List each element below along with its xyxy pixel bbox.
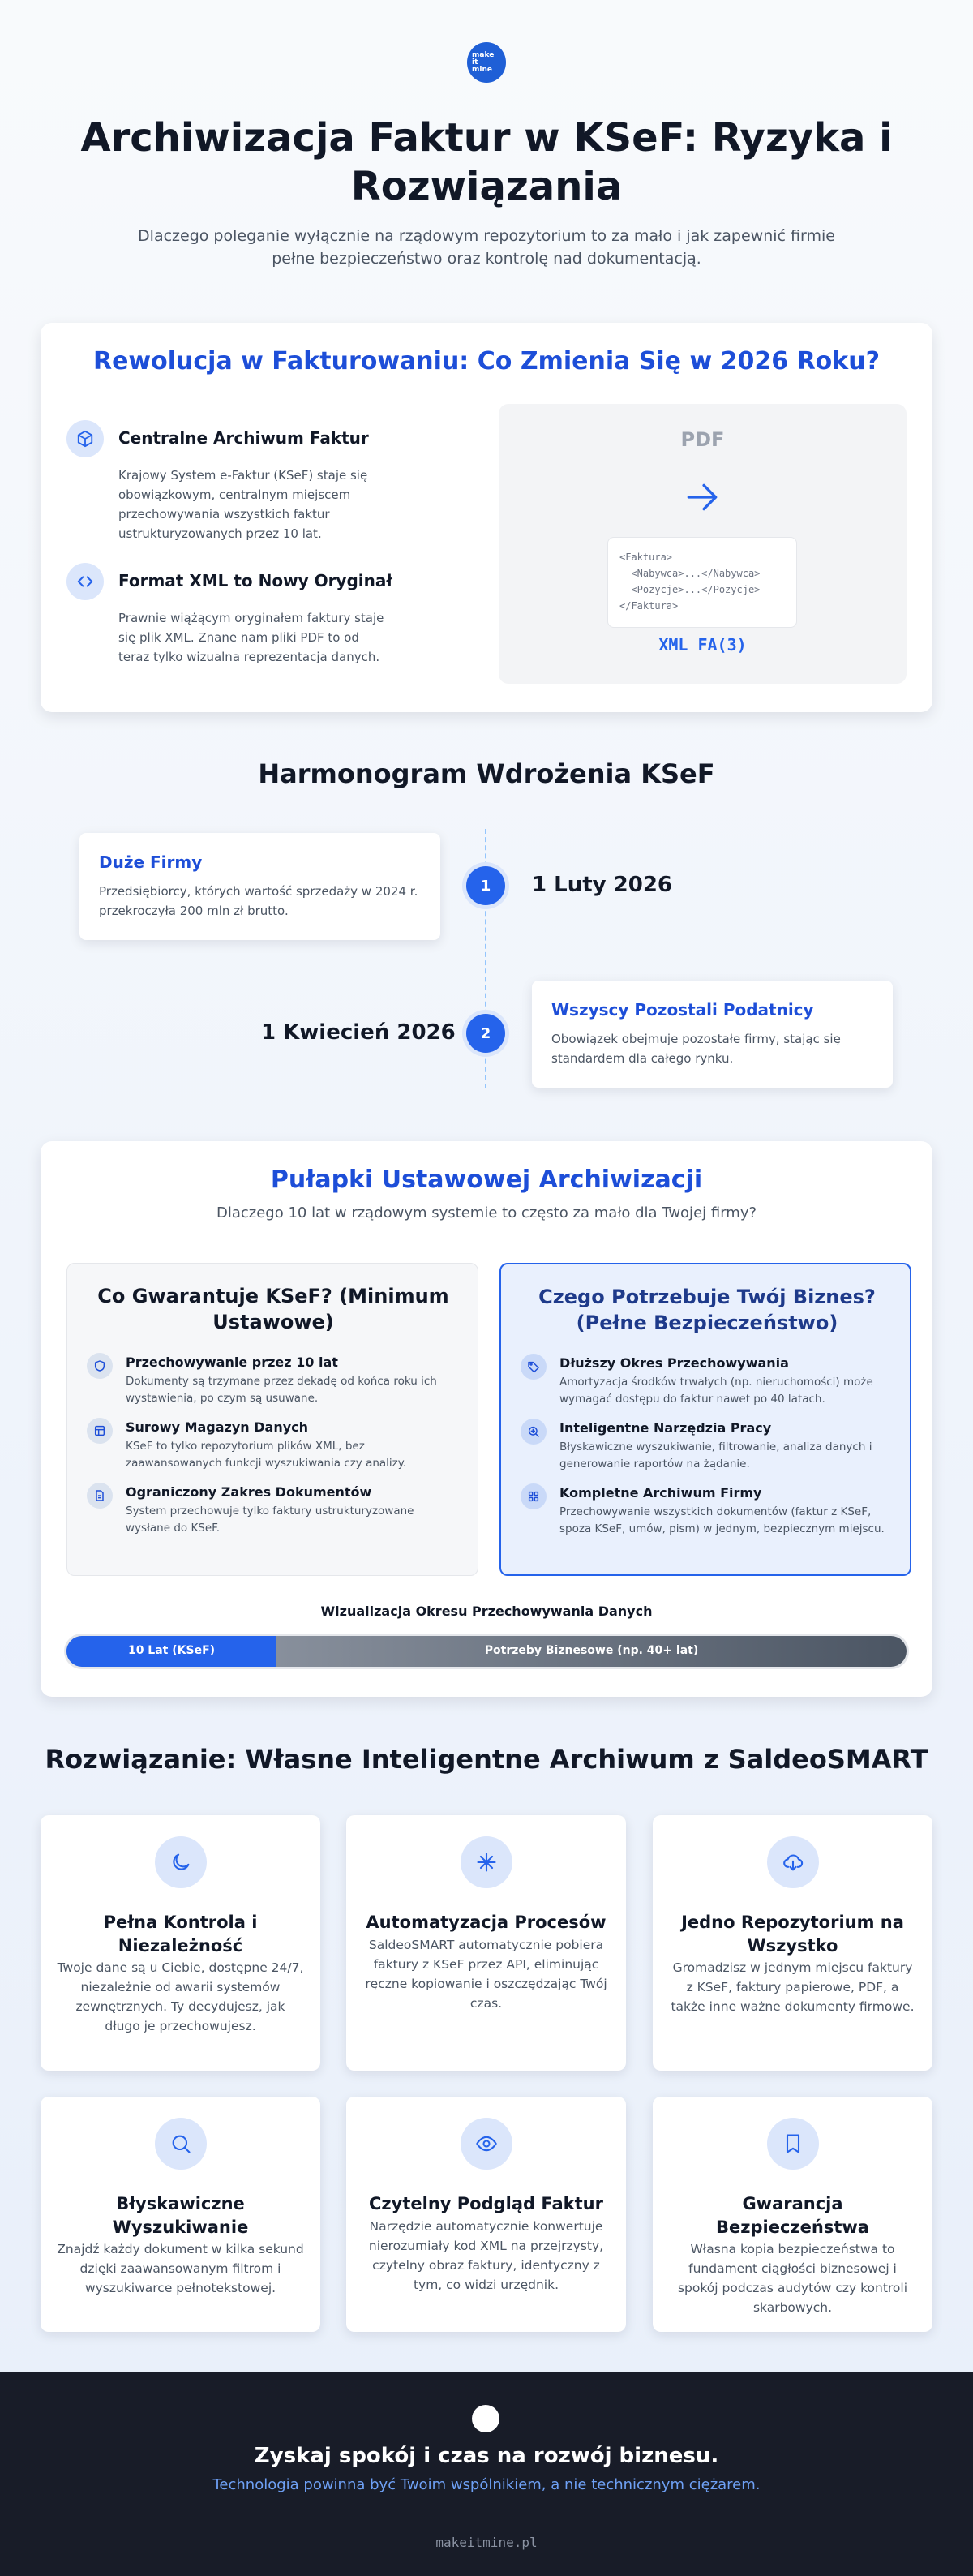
solution-card-title: Jedno Repozytorium na Wszystko xyxy=(681,1913,904,1956)
code-icon xyxy=(66,563,104,600)
timeline-step-badge: 2 xyxy=(466,1014,505,1053)
list-item-text: KSeF to tylko repozytorium plików XML, bez zaawansowanych funkcji wyszukiwania czy analizy. xyxy=(126,1440,407,1470)
timeline-card-title: Duże Firmy xyxy=(99,852,203,872)
page-title: Archiwizacja Faktur w KSeF: Ryzyka i Rozwiązania xyxy=(80,115,893,209)
pitfalls-subtitle: Dlaczego 10 lat w rządowym systemie to często za mało dla Twojej firmy? xyxy=(216,1204,757,1221)
business-needs-column xyxy=(499,1263,911,1576)
xml-code-sample: <Faktura> <Nabywca>...</Nabywca> <Pozycje>...</Pozycje> </Faktura> xyxy=(607,537,797,628)
solution-card-title: Automatyzacja Procesów xyxy=(366,1913,607,1932)
list-item-text: System przechowuje tylko faktury ustrukturyzowane wysłane do KSeF. xyxy=(126,1505,414,1535)
search-icon xyxy=(155,2118,207,2170)
document-icon xyxy=(87,1483,113,1509)
ksef-retention-label: 10 Lat (KSeF) xyxy=(127,1644,216,1657)
arrow-right-icon xyxy=(682,477,722,521)
page-subtitle: Dlaczego poleganie wyłącznie na rządowym repozytorium to za mało i jak zapewnić firmie pełne bezpieczeństwo oraz kontrolę nad dokumentacją. xyxy=(138,227,835,268)
pitfalls-title: Pułapki Ustawowej Archiwizacji xyxy=(270,1166,703,1194)
sparkle-icon xyxy=(461,1836,512,1888)
list-item-text: Dokumenty są trzymane przez dekadę od końca roku ich wystawienia, po czym są usuwane. xyxy=(126,1375,437,1405)
cube-icon xyxy=(66,420,104,457)
table-icon xyxy=(87,1418,113,1444)
solution-card-text: SaldeoSMART automatycznie pobiera faktury z KSeF przez API, eliminując ręczne kopiowanie i oszczędzając Twój czas. xyxy=(365,1938,607,2011)
timeline-card-all-taxpayers xyxy=(532,981,893,1088)
solution-card-text: Twoje dane są u Ciebie, dostępne 24/7, niezależnie od awarii systemów zewnętrznych. Ty decydujesz, jak długo je przechowujesz. xyxy=(57,1960,304,2033)
feature-text: Prawnie wiążącym oryginałem faktury staje się plik XML. Znane nam pliki PDF to od teraz tylko wizualna reprezentacja danych. xyxy=(118,611,384,664)
solution-card-security xyxy=(653,2097,932,2332)
revolution-section xyxy=(41,323,932,712)
xml-format-label: XML FA(3) xyxy=(658,635,747,655)
timeline-title: Harmonogram Wdrożenia KSeF xyxy=(258,758,715,789)
bookmark-icon xyxy=(767,2118,819,2170)
timeline-date: 1 Kwiecień 2026 xyxy=(261,1020,456,1045)
footer-subtitle: Technologia powinna być Twoim wspólnikiem, a nie technicznym ciężarem. xyxy=(212,2476,761,2493)
solution-card-text: Znajdź każdy dokument w kilka sekund dzięki zaawansowanym filtrom i wyszukiwarce pełnotekstowej. xyxy=(57,2242,304,2295)
solution-card-title: Pełna Kontrola i Niezależność xyxy=(103,1913,258,1956)
footer-title: Zyskaj spokój i czas na rozwój biznesu. xyxy=(254,2444,719,2468)
footer-link[interactable]: makeitmine.pl xyxy=(435,2535,538,2550)
solution-card-text: Własna kopia bezpieczeństwa to fundament ciągłości biznesowej i spokój podczas audytów czy kontroli skarbowych. xyxy=(677,2242,908,2315)
solution-card-search xyxy=(41,2097,320,2332)
solution-card-title: Czytelny Podgląd Faktur xyxy=(369,2194,603,2213)
solution-card-text: Gromadzisz w jednym miejscu faktury z KSeF, faktury papierowe, PDF, a także inne ważne dokumenty firmowe. xyxy=(671,1960,915,2014)
list-item-title: Ograniczony Zakres Dokumentów xyxy=(126,1484,372,1500)
timeline-card-title: Wszyscy Pozostali Podatnicy xyxy=(551,1000,814,1020)
feature-text: Krajowy System e-Faktur (KSeF) staje się obowiązkowym, centralnym miejscem przechowywania wszystkich faktur ustrukturyzowanych przez 10 lat. xyxy=(118,468,368,541)
solution-card-automation xyxy=(346,1815,626,2071)
timeline-card-text: Przedsiębiorcy, których wartość sprzedaży w 2024 r. przekroczyła 200 mln zł brutto. xyxy=(99,884,418,918)
shield-icon xyxy=(87,1353,113,1379)
column-title: Czego Potrzebuje Twój Biznes? (Pełne Bezpieczeństwo) xyxy=(538,1286,876,1334)
pdf-to-xml-preview xyxy=(499,404,907,684)
pitfalls-section xyxy=(41,1141,932,1697)
brand-logo[interactable] xyxy=(467,42,506,83)
tag-icon xyxy=(521,1354,547,1380)
list-item-title: Inteligentne Narzędzia Pracy xyxy=(559,1420,772,1436)
logo-text-2: it xyxy=(472,58,478,67)
column-title: Co Gwarantuje KSeF? (Minimum Ustawowe) xyxy=(97,1285,449,1333)
pdf-label: PDF xyxy=(680,428,725,451)
list-item-text: Amortyzacja środków trwałych (np. nieruchomości) może wymagać dostępu do faktur nawet po 40 latach. xyxy=(559,1376,873,1406)
revolution-title: Rewolucja w Fakturowaniu: Co Zmienia Się w 2026 Roku? xyxy=(92,347,880,376)
retention-period-bar xyxy=(66,1636,907,1667)
list-item-text: Przechowywanie wszystkich dokumentów (faktur z KSeF, spoza KSeF, umów, pism) w jednym, bezpiecznym miejscu. xyxy=(559,1505,885,1535)
solution-card-title: Błyskawiczne Wyszukiwanie xyxy=(112,2194,249,2237)
footer-logo xyxy=(472,2405,499,2432)
timeline-card-text: Obowiązek obejmuje pozostałe firmy, stając się standardem dla całego rynku. xyxy=(551,1032,841,1066)
moon-icon xyxy=(155,1836,207,1888)
grid-icon xyxy=(521,1483,547,1509)
zoom-icon xyxy=(521,1419,547,1445)
solution-card-repository xyxy=(653,1815,932,2071)
business-retention-label: Potrzeby Biznesowe (np. 40+ lat) xyxy=(484,1644,699,1657)
list-item-text: Błyskawiczne wyszukiwanie, filtrowanie, analiza danych i generowanie raportów na żądanie. xyxy=(559,1440,872,1470)
solution-card-title: Gwarancja Bezpieczeństwa xyxy=(716,2194,869,2237)
eye-icon xyxy=(461,2118,512,2170)
logo-text-3: mine xyxy=(472,66,492,74)
list-item-title: Dłuższy Okres Przechowywania xyxy=(559,1355,789,1371)
list-item-title: Kompletne Archiwum Firmy xyxy=(559,1485,762,1501)
footer xyxy=(0,2372,973,2576)
solution-title: Rozwiązanie: Własne Inteligentne Archiwum z SaldeoSMART xyxy=(45,1744,928,1775)
solution-card-control xyxy=(41,1815,320,2071)
cloud-download-icon xyxy=(767,1836,819,1888)
timeline-step-badge: 1 xyxy=(466,866,505,905)
feature-title: Format XML to Nowy Oryginał xyxy=(118,571,392,590)
retention-bar-title: Wizualizacja Okresu Przechowywania Danych xyxy=(320,1604,653,1619)
solution-card-text: Narzędzie automatycznie konwertuje nierozumiały kod XML na przejrzysty, czytelny obraz faktury, identyczny z tym, co widzi urzędnik. xyxy=(368,2219,604,2292)
list-item-title: Przechowywanie przez 10 lat xyxy=(126,1355,338,1370)
timeline-card-large-companies xyxy=(79,833,440,940)
feature-title: Centralne Archiwum Faktur xyxy=(118,428,369,448)
list-item-title: Surowy Magazyn Danych xyxy=(126,1419,309,1435)
ksef-guarantee-column xyxy=(66,1263,478,1576)
solution-card-preview xyxy=(346,2097,626,2332)
logo-text-1: make xyxy=(472,51,495,59)
timeline-date: 1 Luty 2026 xyxy=(532,873,673,897)
